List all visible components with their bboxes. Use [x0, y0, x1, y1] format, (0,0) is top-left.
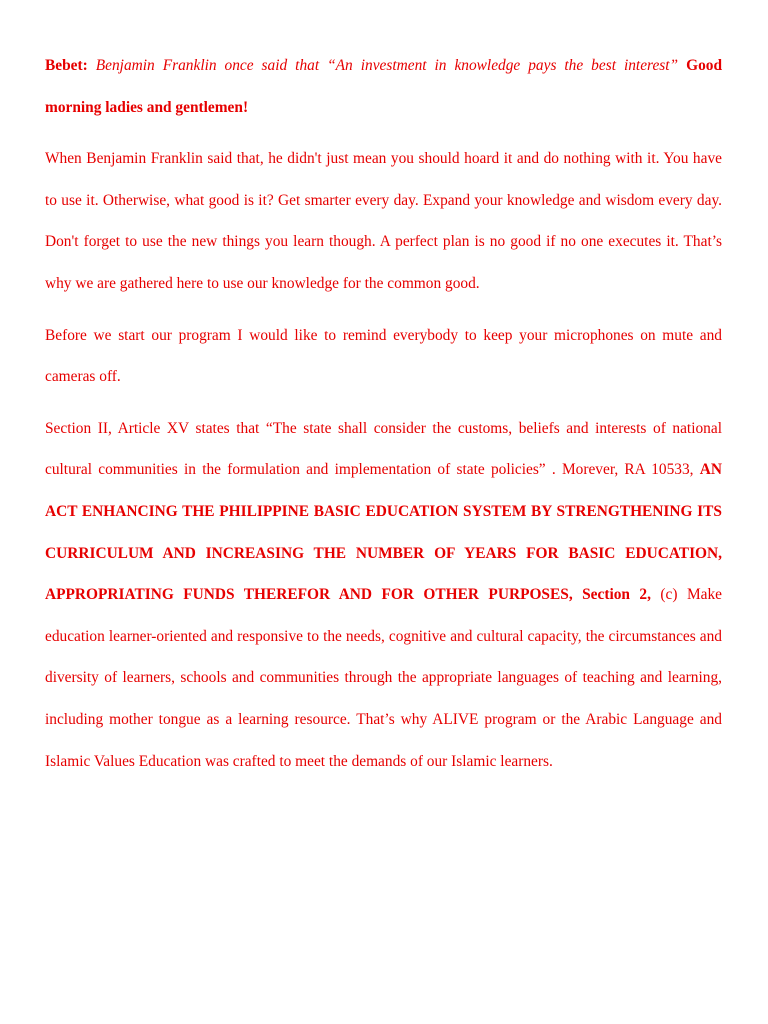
- speaker-colon: :: [82, 57, 88, 74]
- greeting: Good morning ladies and gentlemen!: [45, 57, 723, 116]
- legal-closing-text: (c) Make education learner-oriented and responsive to the needs, cognitive and cultural capacity, the circumstances and diversity of learners, schools and communities through the appropriate languages of teaching and learning, including mother tongue as a learning resource. That’s why ALIVE program or the Arabic Language and Islamic Values Education was crafted to meet the demands of our Islamic learners.: [45, 586, 722, 770]
- act-title: AN ACT ENHANCING THE PHILIPPINE BASIC EDUCATION SYSTEM BY STRENGTHENING ITS CURRICULUM AND INCREASING THE NUMBER OF YEARS FOR BASIC EDUCATION, APPROPRIATING FUNDS THEREFOR AND FOR OTHER PURPOSES, Section 2,: [45, 461, 722, 604]
- opening-paragraph: [45, 45, 722, 128]
- franklin-quote: Benjamin Franklin once said that “An investment in knowledge pays the best interest”: [95, 57, 679, 74]
- legal-basis-paragraph: [45, 408, 722, 782]
- reminder-paragraph: Before we start our program I would like to remind everybody to keep your microphones on mute and cameras off.: [45, 326, 722, 386]
- speaker-name: Bebet: [45, 57, 83, 74]
- franklin-explanation-paragraph: When Benjamin Franklin said that, he didn't just mean you should hoard it and do nothing with it. You have to use it. Otherwise, what good is it? Get smarter every day. Expand your knowledge and wisdom every day. Don't forget to use the new things you learn though. A perfect plan is no good if no one executes it. That’s why we are gathered here to use our knowledge for the common good.: [45, 150, 722, 292]
- legal-intro-text: Section II, Article XV states that “The state shall consider the customs, beliefs and interests of national cultural communities in the formulation and implementation of state policies” . Morever, RA 10533,: [45, 419, 722, 479]
